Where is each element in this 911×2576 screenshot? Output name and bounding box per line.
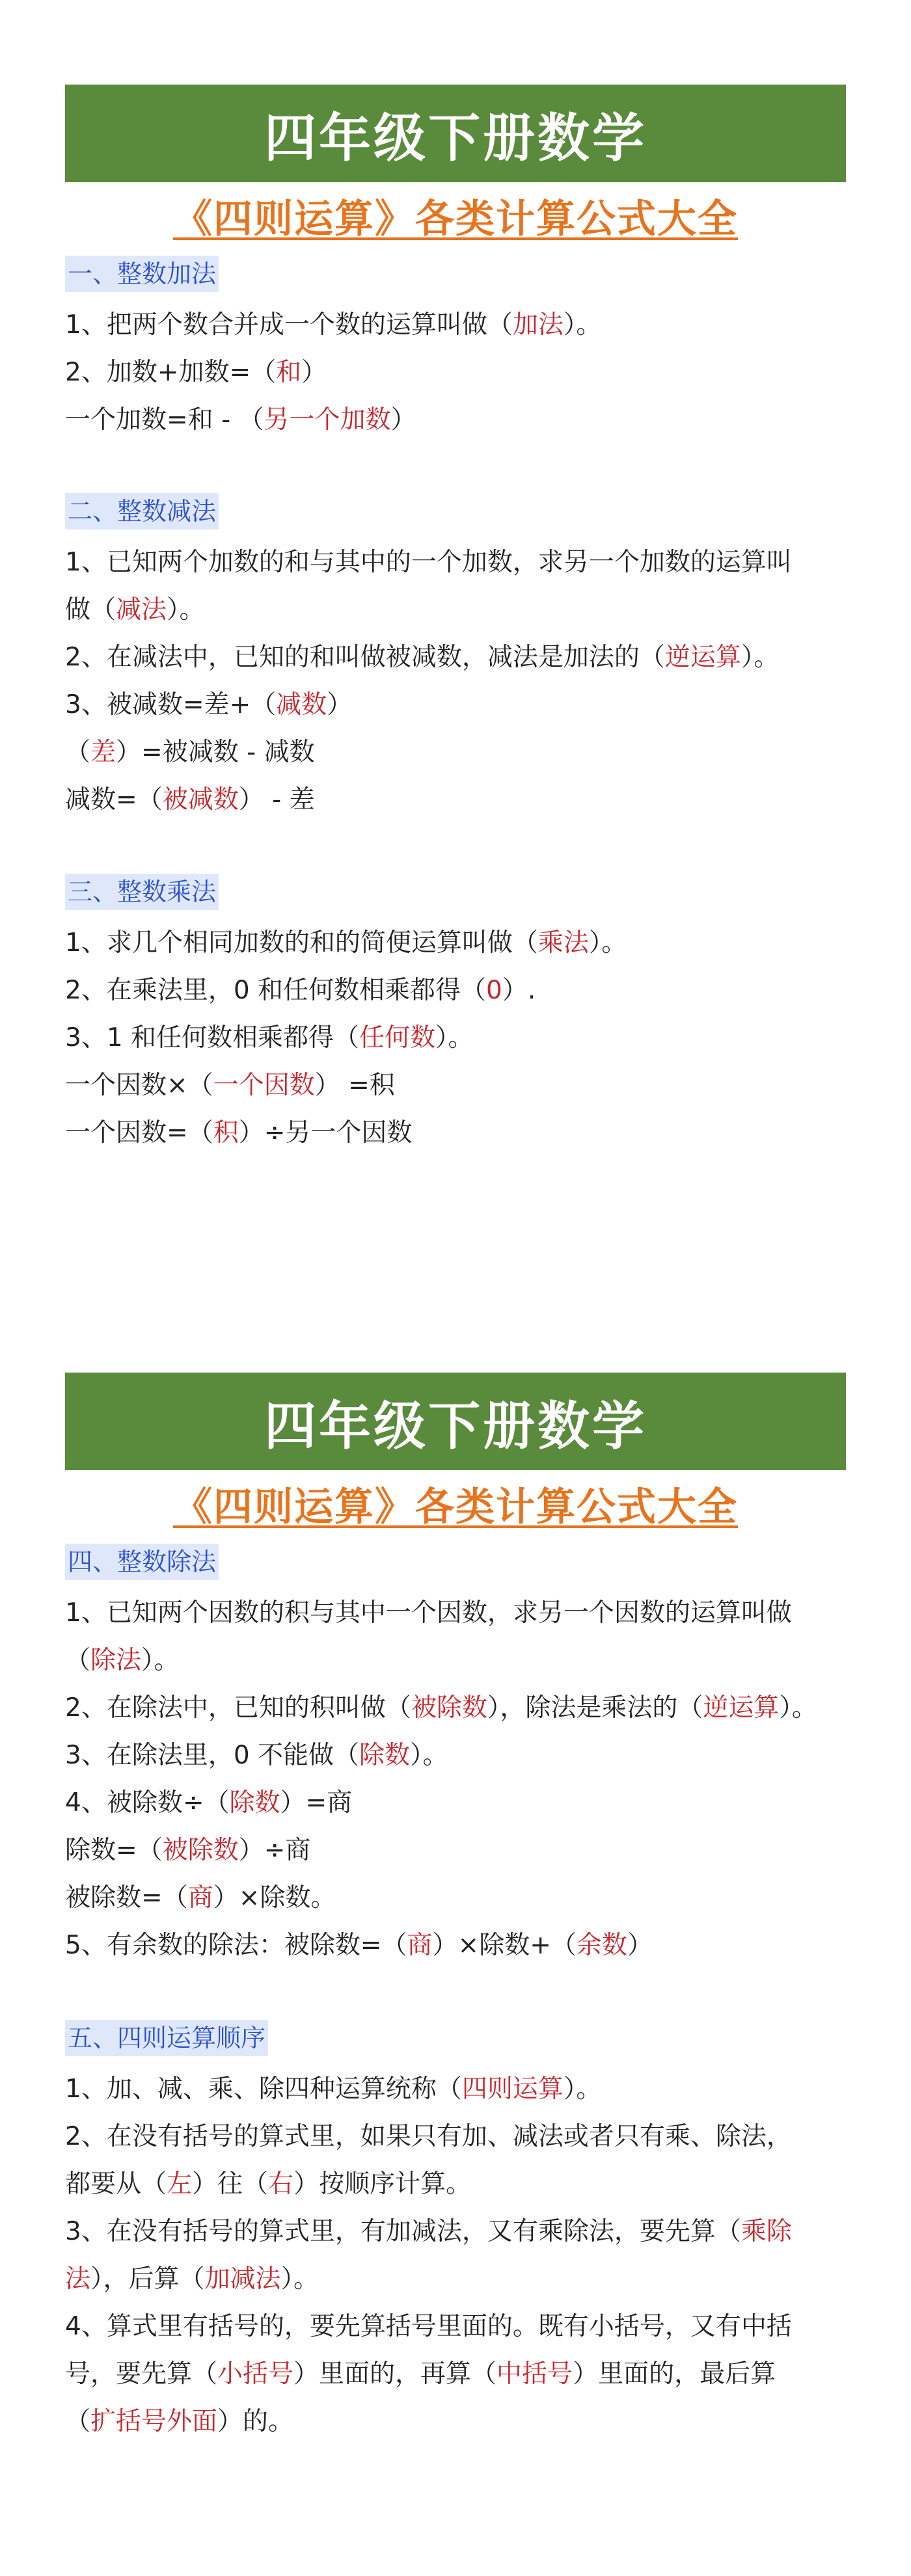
section-heading: 三、整数乘法 bbox=[65, 874, 219, 910]
formula-line bbox=[65, 681, 859, 729]
page-2 bbox=[0, 1288, 911, 2576]
line-text: ） =积 bbox=[314, 1071, 395, 1100]
section-lines bbox=[65, 539, 859, 824]
line-text: ）=商 bbox=[280, 1788, 353, 1818]
answer-text: 积 bbox=[213, 1118, 239, 1147]
answer-text: 0 bbox=[486, 976, 502, 1005]
line-text: 5、有余数的除法：被除数=（ bbox=[65, 1931, 407, 1960]
line-text: ）。 bbox=[435, 1023, 474, 1053]
line-text: 都要从（ bbox=[65, 2169, 167, 2199]
line-text: 2、在没有括号的算式里，如果只有加、减法或者只有乘、除法， bbox=[65, 2122, 792, 2151]
line-text: ）。 bbox=[563, 310, 602, 340]
answer-text: 左 bbox=[167, 2169, 193, 2199]
line-text: 3、在没有括号的算式里，有加减法，又有乘除法，要先算（ bbox=[65, 2217, 741, 2246]
line-text: ）。 bbox=[563, 2074, 602, 2104]
answer-text: 法 bbox=[65, 2264, 91, 2294]
formula-line bbox=[65, 1874, 859, 1922]
section-order-of-operations bbox=[65, 2020, 859, 2445]
formula-line bbox=[65, 301, 859, 349]
line-text: ）里面的，再算（ bbox=[293, 2359, 497, 2389]
answer-text: 乘法 bbox=[537, 928, 589, 958]
line-text: ） bbox=[301, 358, 327, 387]
line-text: 一个加数=和 - （ bbox=[65, 405, 264, 435]
formula-line bbox=[65, 2065, 859, 2113]
line-text: ） bbox=[627, 1931, 653, 1960]
line-text: 一个因数=（ bbox=[65, 1118, 213, 1147]
answer-text: 差 bbox=[90, 738, 116, 767]
answer-text: 被除数 bbox=[162, 1836, 239, 1865]
line-text: ）。 bbox=[779, 1693, 817, 1723]
formula-line bbox=[65, 1779, 859, 1827]
line-text: ）的。 bbox=[217, 2407, 294, 2436]
answer-text: 右 bbox=[268, 2169, 294, 2199]
line-text: ）往（ bbox=[192, 2169, 269, 2199]
line-text: ）里面的，最后算 bbox=[573, 2359, 776, 2389]
line-text: （ bbox=[65, 738, 91, 767]
formula-line bbox=[65, 967, 859, 1014]
answer-text: 除数 bbox=[229, 1788, 280, 1818]
answer-text: 除法 bbox=[90, 1646, 142, 1675]
answer-text: 另一个加数 bbox=[264, 405, 391, 435]
formula-line bbox=[65, 396, 859, 444]
formula-line bbox=[65, 2350, 859, 2398]
section-subtraction bbox=[65, 493, 859, 824]
line-text: ）按顺序计算。 bbox=[293, 2169, 472, 2199]
formula-line bbox=[65, 1827, 859, 1874]
line-text: ） - 差 bbox=[238, 785, 315, 814]
answer-text: 余数 bbox=[576, 1931, 627, 1960]
answer-text: 被除数 bbox=[411, 1693, 487, 1723]
section-heading: 五、四则运算顺序 bbox=[65, 2020, 268, 2056]
formula-line bbox=[65, 1732, 859, 1779]
line-text: 1、已知两个加数的和与其中的一个加数，求另一个加数的运算叫 bbox=[65, 548, 792, 577]
line-text: ） bbox=[390, 405, 416, 435]
line-text: ）=被减数 - 减数 bbox=[116, 738, 315, 767]
section-heading: 四、整数除法 bbox=[65, 1544, 219, 1580]
answer-text: 和 bbox=[276, 358, 302, 387]
answer-text: 扩括号外面 bbox=[90, 2407, 218, 2436]
formula-line bbox=[65, 2255, 859, 2303]
line-text: 4、算式里有括号的，要先算括号里面的。既有小括号，又有中括 bbox=[65, 2312, 792, 2341]
formula-line bbox=[65, 1637, 859, 1684]
formula-line bbox=[65, 2303, 859, 2350]
formula-line bbox=[65, 919, 859, 967]
line-text: ）。 bbox=[280, 2264, 320, 2294]
formula-line bbox=[65, 729, 859, 776]
answer-text: 乘除 bbox=[741, 2217, 792, 2246]
line-text: 一个因数×（ bbox=[65, 1071, 213, 1100]
line-text: ）。 bbox=[410, 1741, 448, 1770]
line-text: 4、被除数÷（ bbox=[65, 1788, 230, 1818]
line-text: ） bbox=[327, 690, 353, 719]
answer-text: 四则运算 bbox=[461, 2074, 564, 2104]
section-heading: 二、整数减法 bbox=[65, 493, 219, 530]
formula-line bbox=[65, 1014, 859, 1062]
line-text: 号，要先算（ bbox=[65, 2359, 218, 2389]
line-text: 1、把两个数合并成一个数的运算叫做（ bbox=[65, 310, 513, 340]
section-division bbox=[65, 1544, 859, 1969]
line-text: 做（ bbox=[65, 595, 116, 624]
line-text: 1、已知两个因数的积与其中一个因数，求另一个因数的运算叫做 bbox=[65, 1598, 792, 1628]
answer-text: 商 bbox=[187, 1883, 213, 1912]
formula-line bbox=[65, 2208, 859, 2255]
answer-text: 小括号 bbox=[217, 2359, 294, 2389]
formula-line bbox=[65, 1062, 859, 1109]
formula-line bbox=[65, 2113, 859, 2160]
line-text: ）×除数。 bbox=[213, 1883, 336, 1912]
line-text: 1、求几个相同加数的和的简便运算叫做（ bbox=[65, 928, 538, 958]
line-text: ）. bbox=[502, 976, 536, 1005]
formula-line bbox=[65, 1109, 859, 1157]
section-lines bbox=[65, 301, 859, 444]
line-text: 除数=（ bbox=[65, 1836, 163, 1865]
line-text: （ bbox=[65, 1646, 91, 1675]
answer-text: 逆运算 bbox=[703, 1693, 780, 1723]
answer-text: 一个因数 bbox=[213, 1071, 315, 1100]
page-subtitle: 《四则运算》各类计算公式大全 bbox=[173, 196, 738, 242]
section-lines bbox=[65, 2065, 859, 2445]
answer-text: 逆运算 bbox=[664, 643, 741, 672]
line-text: 被除数=（ bbox=[65, 1883, 188, 1912]
line-text: （ bbox=[65, 2407, 91, 2436]
answer-text: 商 bbox=[407, 1931, 433, 1960]
line-text: ）×除数+（ bbox=[432, 1931, 577, 1960]
line-text: ）÷商 bbox=[238, 1836, 311, 1865]
line-text: ）。 bbox=[167, 595, 205, 624]
formula-line bbox=[65, 2160, 859, 2208]
line-text: 3、1 和任何数相乘都得（ bbox=[65, 1023, 360, 1053]
answer-text: 减法 bbox=[116, 595, 167, 624]
section-addition bbox=[65, 256, 859, 444]
line-text: 3、在除法里，0 不能做（ bbox=[65, 1741, 360, 1770]
formula-line bbox=[65, 776, 859, 824]
line-text: ）÷另一个因数 bbox=[238, 1118, 413, 1147]
answer-text: 减数 bbox=[276, 690, 327, 719]
formula-line bbox=[65, 349, 859, 396]
line-text: 3、被减数=差+（ bbox=[65, 690, 277, 719]
section-multiplication bbox=[65, 874, 859, 1157]
line-text: ）。 bbox=[741, 643, 780, 672]
section-lines bbox=[65, 1589, 859, 1969]
line-text: ），除法是乘法的（ bbox=[487, 1693, 703, 1723]
formula-line bbox=[65, 539, 859, 586]
page-subtitle: 《四则运算》各类计算公式大全 bbox=[173, 1484, 738, 1530]
answer-text: 加法 bbox=[512, 310, 564, 340]
answer-text: 被减数 bbox=[162, 785, 239, 814]
line-text: 2、在除法中，已知的积叫做（ bbox=[65, 1693, 411, 1723]
formula-line bbox=[65, 1922, 859, 1969]
section-lines bbox=[65, 919, 859, 1157]
formula-line bbox=[65, 2398, 859, 2445]
section-heading: 一、整数加法 bbox=[65, 256, 219, 292]
line-text: 2、在减法中，已知的和叫做被减数，减法是加法的（ bbox=[65, 643, 665, 672]
page-title-banner: 四年级下册数学 bbox=[65, 1373, 846, 1470]
line-text: ），后算（ bbox=[90, 2264, 205, 2294]
line-text: 1、加、减、乘、除四种运算统称（ bbox=[65, 2074, 462, 2104]
formula-line bbox=[65, 1589, 859, 1637]
formula-line bbox=[65, 1684, 859, 1732]
answer-text: 中括号 bbox=[496, 2359, 573, 2389]
formula-line bbox=[65, 634, 859, 681]
formula-line bbox=[65, 586, 859, 634]
page-title-banner: 四年级下册数学 bbox=[65, 85, 846, 182]
line-text: ）。 bbox=[141, 1646, 180, 1675]
line-text: 减数=（ bbox=[65, 785, 163, 814]
answer-text: 任何数 bbox=[359, 1023, 436, 1053]
line-text: 2、在乘法里，0 和任何数相乘都得（ bbox=[65, 976, 487, 1005]
answer-text: 除数 bbox=[359, 1741, 411, 1770]
line-text: 2、加数+加数=（ bbox=[65, 358, 277, 387]
line-text: ）。 bbox=[588, 928, 627, 958]
answer-text: 加减法 bbox=[204, 2264, 281, 2294]
